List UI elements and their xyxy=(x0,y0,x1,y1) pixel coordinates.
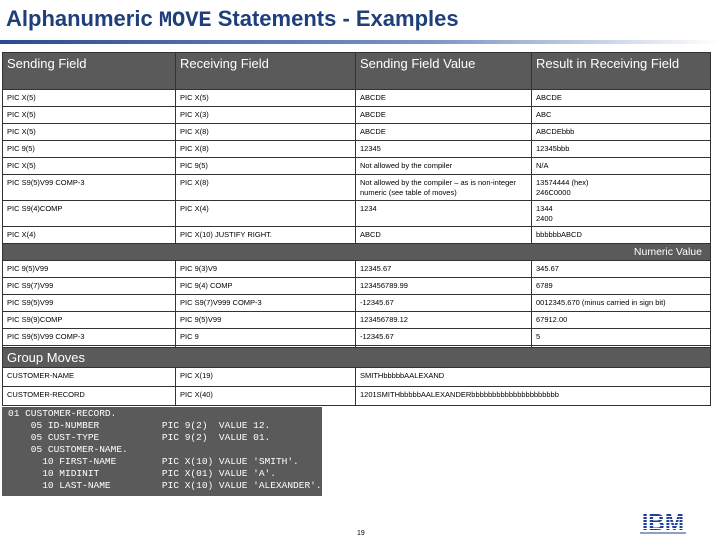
table-cell: 123456789.99 xyxy=(356,278,532,295)
table-cell: PIC X(5) xyxy=(3,124,176,141)
title-rule xyxy=(0,40,720,44)
table-cell: Not allowed by the compiler xyxy=(356,158,532,175)
table-cell: 13574444 (hex) 246C0000 xyxy=(532,175,711,201)
code-line: 05 CUSTOMER-NAME. xyxy=(8,444,128,455)
table-row xyxy=(3,295,711,312)
table-row xyxy=(3,278,711,295)
page-number: 19 xyxy=(357,530,365,537)
table-cell: ABC xyxy=(532,107,711,124)
title-prefix: Alphanumeric xyxy=(6,6,159,31)
table-cell: CUSTOMER-NAME xyxy=(3,368,176,387)
group-moves-table xyxy=(2,347,711,406)
table-row xyxy=(3,175,711,201)
table-cell: PIC 9(5)V99 xyxy=(3,261,176,278)
table-row xyxy=(3,368,711,387)
moves-table xyxy=(2,52,711,364)
table-row xyxy=(3,158,711,175)
table-cell: PIC X(19) xyxy=(176,368,356,387)
table-cell: PIC X(5) xyxy=(3,90,176,107)
table-cell: N/A xyxy=(532,158,711,175)
table-row xyxy=(3,387,711,406)
code-line: 01 CUSTOMER-RECORD. xyxy=(8,408,117,419)
table-row xyxy=(3,227,711,244)
table-cell: PIC S9(9)COMP xyxy=(3,312,176,329)
table-row xyxy=(3,329,711,346)
table-cell: ABCDE xyxy=(356,124,532,141)
table-cell: ABCDEbbb xyxy=(532,124,711,141)
table-cell: 123456789.12 xyxy=(356,312,532,329)
code-line: 10 LAST-NAME PIC X(10) VALUE 'ALEXANDER'. xyxy=(8,480,322,491)
table-cell: 67912.00 xyxy=(532,312,711,329)
table-cell: PIC S9(7)V999 COMP-3 xyxy=(176,295,356,312)
table-cell: PIC X(5) xyxy=(3,107,176,124)
table-cell: PIC 9(5)V99 xyxy=(176,312,356,329)
table-cell: PIC X(8) xyxy=(176,141,356,158)
table-cell: PIC X(5) xyxy=(3,158,176,175)
header-cell: Sending Field Value xyxy=(356,53,532,90)
table-cell: PIC 9(5) xyxy=(176,158,356,175)
table-cell: PIC S9(7)V99 xyxy=(3,278,176,295)
table-cell: PIC 9 xyxy=(176,329,356,346)
code-line: 05 ID-NUMBER PIC 9(2) VALUE 12. xyxy=(8,420,271,431)
table-cell: 5 xyxy=(532,329,711,346)
table-cell: 1234 xyxy=(356,201,532,227)
table-cell: SMITHbbbbbAALEXAND xyxy=(356,368,711,387)
code-line: 05 CUST-TYPE PIC 9(2) VALUE 01. xyxy=(8,432,271,443)
code-listing xyxy=(2,407,322,496)
group-moves-label: Group Moves xyxy=(3,348,711,368)
table-cell: 345.67 xyxy=(532,261,711,278)
table-cell: 12345 xyxy=(356,141,532,158)
table-cell: Not allowed by the compiler – as is non-integer numeric (see table of moves) xyxy=(356,175,532,201)
table-cell: 6789 xyxy=(532,278,711,295)
code-line: 10 MIDINIT PIC X(01) VALUE 'A'. xyxy=(8,468,276,479)
table-cell: 1201SMITHbbbbbAALEXANDERbbbbbbbbbbbbbbbbbbbbb xyxy=(356,387,711,406)
table-cell: -12345.67 xyxy=(356,329,532,346)
table-cell: PIC 9(4) COMP xyxy=(176,278,356,295)
table-cell: PIC 9(5) xyxy=(3,141,176,158)
title-keyword: MOVE xyxy=(158,8,212,33)
table-cell: PIC S9(5)V99 COMP-3 xyxy=(3,175,176,201)
table-cell: PIC X(8) xyxy=(176,124,356,141)
table-row xyxy=(3,124,711,141)
group-moves-header xyxy=(3,348,711,368)
table-row xyxy=(3,201,711,227)
title-suffix: Statements - Examples xyxy=(211,6,459,31)
header-cell: Result in Receiving Field xyxy=(532,53,711,90)
numeric-value-label: Numeric Value xyxy=(3,244,711,261)
code-line: 10 FIRST-NAME PIC X(10) VALUE 'SMITH'. xyxy=(8,456,299,467)
table-cell: 0012345.670 (minus carried in sign bit) xyxy=(532,295,711,312)
table-cell: 1344 2400 xyxy=(532,201,711,227)
table-cell: PIC X(40) xyxy=(176,387,356,406)
table-cell: PIC S9(4)COMP xyxy=(3,201,176,227)
header-cell: Sending Field xyxy=(3,53,176,90)
table-row xyxy=(3,90,711,107)
table-cell: PIC X(8) xyxy=(176,175,356,201)
table-cell: PIC X(5) xyxy=(176,90,356,107)
table-cell: bbbbbbABCD xyxy=(532,227,711,244)
table-cell: ABCDE xyxy=(356,107,532,124)
table-cell: ABCDE xyxy=(532,90,711,107)
table-cell: PIC X(3) xyxy=(176,107,356,124)
table-cell: PIC X(4) xyxy=(176,201,356,227)
table-cell: PIC S9(5)V99 xyxy=(3,295,176,312)
numeric-value-header xyxy=(3,244,711,261)
header-cell: Receiving Field xyxy=(176,53,356,90)
table-cell: PIC 9(3)V9 xyxy=(176,261,356,278)
table-row xyxy=(3,261,711,278)
table-cell: 12345.67 xyxy=(356,261,532,278)
table-cell: CUSTOMER-RECORD xyxy=(3,387,176,406)
table-row xyxy=(3,107,711,124)
table-row xyxy=(3,141,711,158)
table-cell: PIC X(10) JUSTIFY RIGHT. xyxy=(176,227,356,244)
table-cell: -12345.67 xyxy=(356,295,532,312)
page-title xyxy=(6,6,459,33)
table-cell: PIC S9(5)V99 COMP-3 xyxy=(3,329,176,346)
table-cell: ABCD xyxy=(356,227,532,244)
logo-text: IBM xyxy=(641,509,685,534)
ibm-logo xyxy=(640,508,686,534)
table-header-row xyxy=(3,53,711,90)
table-cell: ABCDE xyxy=(356,90,532,107)
table-row xyxy=(3,312,711,329)
table-cell: 12345bbb xyxy=(532,141,711,158)
table-cell: PIC X(4) xyxy=(3,227,176,244)
